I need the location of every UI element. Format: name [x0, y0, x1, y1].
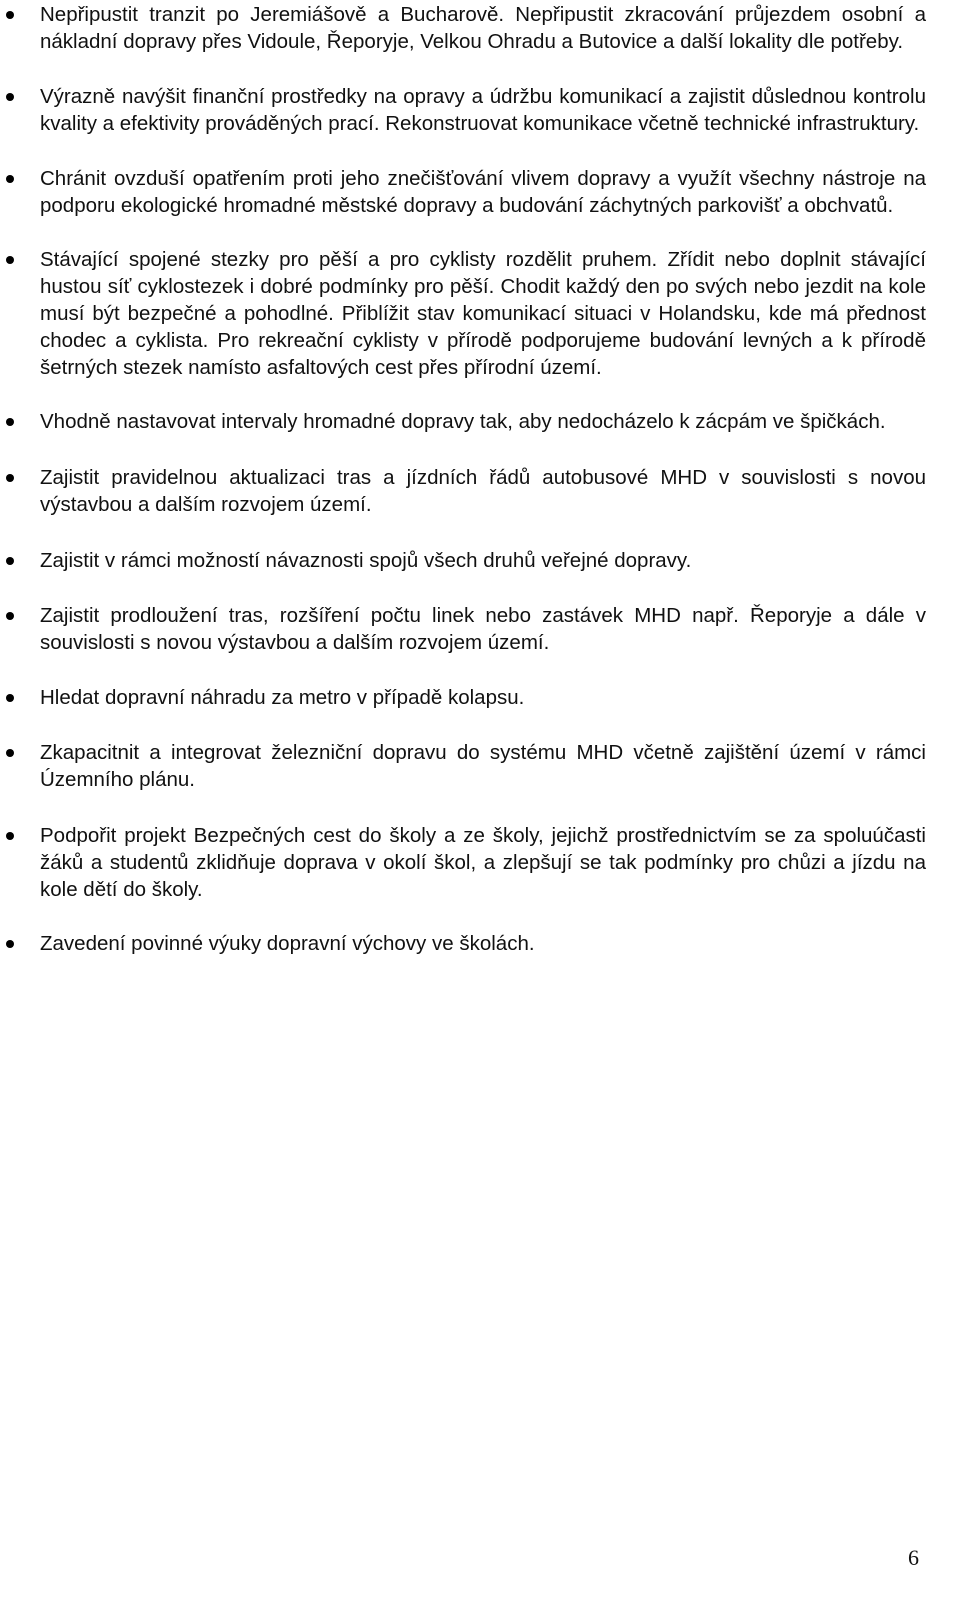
list-item — [40, 739, 926, 793]
list-item-text: Zajistit pravidelnou aktualizaci tras a jízdních řádů autobusové MHD v souvislosti s novou výstavbou a dalším rozvojem území. — [40, 466, 926, 516]
list-item-text: Hledat dopravní náhradu za metro v případě kolapsu. — [40, 686, 525, 709]
bullet-icon — [6, 474, 14, 482]
bullet-icon — [6, 832, 14, 840]
list-item-text: Zajistit v rámci možností návaznosti spojů všech druhů veřejné dopravy. — [40, 549, 692, 572]
bullet-icon — [6, 612, 14, 620]
list-item — [40, 246, 926, 381]
list-item — [40, 547, 926, 574]
bullet-icon — [6, 557, 14, 565]
list-item-text: Zavedení povinné výuky dopravní výchovy ve školách. — [40, 932, 535, 955]
list-item-text: Chránit ovzduší opatřením proti jeho znečišťování vlivem dopravy a využít všechny nástroje na podporu ekologické hromadné městské dopravy a budování záchytných parkovišť a obchvatů. — [40, 167, 926, 217]
bullet-icon — [6, 749, 14, 757]
bullet-icon — [6, 93, 14, 101]
list-item — [40, 822, 926, 903]
list-item — [40, 464, 926, 518]
list-item — [40, 165, 926, 219]
bullet-icon — [6, 940, 14, 948]
list-item-text: Stávající spojené stezky pro pěší a pro cyklisty rozdělit pruhem. Zřídit nebo doplnit stávající hustou síť cyklostezek i dobré podmínky pro pěší. Chodit každý den po svých nebo jezdit na kole musí být bezpečné a pohodlné. Přiblížit stav komunikací situaci v Holandsku, kde má přednost chodec a cyklista. Pro rekreační cyklisty v přírodě podporujeme budování levných a k přírodě šetrných stezek namísto asfaltových cest přes přírodní území. — [40, 248, 926, 379]
bullet-icon — [6, 256, 14, 264]
page-number: 6 — [908, 1545, 919, 1570]
list-item — [40, 83, 926, 137]
list-item-text: Zajistit prodloužení tras, rozšíření počtu linek nebo zastávek MHD např. Řeporyje a dále v souvislosti s novou výstavbou a dalším rozvojem území. — [40, 604, 926, 654]
bullet-list — [40, 0, 926, 957]
list-item-text: Podpořit projekt Bezpečných cest do školy a ze školy, jejichž prostřednictvím se za spoluúčasti žáků a studentů zklidňuje doprava v okolí škol, a zlepšují se tak podmínky pro chůzi a jízdu na kole dětí do školy. — [40, 824, 926, 901]
list-item — [40, 408, 926, 435]
bullet-icon — [6, 175, 14, 183]
list-item-text: Nepřipustit tranzit po Jeremiášově a Bucharově. Nepřipustit zkracování průjezdem osobní a nákladní dopravy přes Vidoule, Řeporyje, Velkou Ohradu a Butovice a další lokality dle potřeby. — [40, 3, 926, 53]
bullet-icon — [6, 418, 14, 426]
bullet-icon — [6, 694, 14, 702]
list-item — [40, 1, 926, 55]
list-item-text: Vhodně nastavovat intervaly hromadné dopravy tak, aby nedocházelo k zácpám ve špičkách. — [40, 410, 886, 433]
list-item — [40, 684, 926, 711]
bullet-icon — [6, 11, 14, 19]
list-item-text: Výrazně navýšit finanční prostředky na opravy a údržbu komunikací a zajistit důslednou kontrolu kvality a efektivity prováděných prací. Rekonstruovat komunikace včetně technické infrastruktury. — [40, 85, 926, 135]
list-item — [40, 602, 926, 656]
list-item — [40, 930, 926, 957]
list-item-text: Zkapacitnit a integrovat železniční dopravu do systému MHD včetně zajištění území v rámci Územního plánu. — [40, 741, 926, 791]
